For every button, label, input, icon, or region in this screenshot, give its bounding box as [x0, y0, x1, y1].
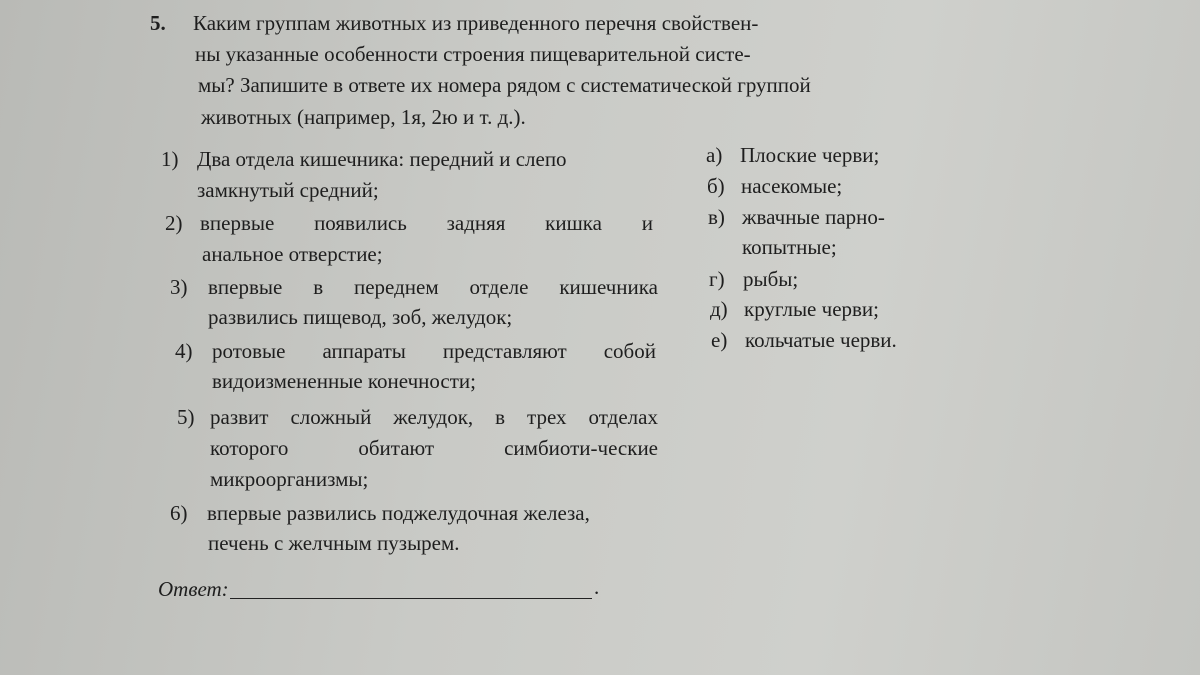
- question-line-3: мы? Запишите в ответе их номера рядом с систематической группой: [198, 73, 811, 97]
- feature-text: ротовые аппараты представляют собой: [212, 339, 656, 363]
- group-letter: б): [707, 174, 725, 198]
- question-line-1: Каким группам животных из приведенного перечня свойствен-: [193, 11, 759, 35]
- feature-text: видоизмененные конечности;: [212, 369, 476, 393]
- feature-text: развились пищевод, зоб, желудок;: [208, 305, 513, 329]
- answer-input-line[interactable]: [230, 598, 592, 599]
- feature-number: 2): [165, 211, 183, 235]
- feature-text: развит сложный желудок, в трех отделах: [210, 405, 658, 429]
- feature-text: замкнутый средний;: [197, 178, 379, 202]
- group-name: кольчатые черви.: [745, 328, 897, 352]
- feature-text: анальное отверстие;: [202, 242, 383, 266]
- group-name: жвачные парно-: [742, 205, 885, 229]
- feature-text: впервые появились задняя кишка и: [200, 211, 653, 235]
- feature-number: 3): [170, 275, 188, 299]
- group-name: рыбы;: [743, 267, 799, 291]
- feature-text: впервые в переднем отделе кишечника: [208, 275, 658, 299]
- group-name: Плоские черви;: [740, 143, 880, 167]
- question-number: 5.: [150, 11, 166, 35]
- answer-end-period: .: [594, 575, 600, 599]
- feature-number: 1): [161, 147, 179, 171]
- group-name: насекомые;: [741, 174, 843, 198]
- group-letter: а): [706, 143, 723, 167]
- group-name: круглые черви;: [744, 297, 880, 321]
- group-name-continued: копытные;: [742, 235, 837, 259]
- group-letter: в): [708, 205, 725, 229]
- feature-text: печень с желчным пузырем.: [208, 531, 460, 555]
- group-letter: г): [709, 267, 725, 291]
- question-line-2: ны указанные особенности строения пищеварительной систе-: [195, 42, 751, 66]
- question-line-4: животных (например, 1я, 2ю и т. д.).: [201, 105, 526, 129]
- feature-text: которого обитают симбиоти-ческие: [210, 436, 658, 460]
- feature-number: 5): [177, 405, 195, 429]
- feature-text: впервые развились поджелудочная железа,: [207, 501, 590, 525]
- feature-number: 6): [170, 501, 188, 525]
- group-letter: е): [711, 328, 728, 352]
- feature-number: 4): [175, 339, 193, 363]
- group-letter: д): [710, 297, 728, 321]
- answer-label: Ответ:: [158, 577, 229, 601]
- feature-text: микроорганизмы;: [210, 467, 369, 491]
- feature-text: Два отдела кишечника: передний и слепо: [197, 147, 567, 171]
